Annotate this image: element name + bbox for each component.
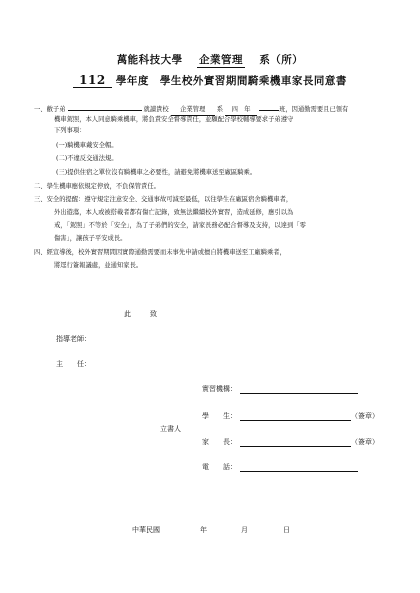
sub-item-1: (一)騎機車戴安全帽。 — [56, 142, 118, 149]
sub-item-2: (二)不違反交通法規。 — [56, 155, 118, 162]
date-month: 月 — [241, 526, 248, 534]
closing-zhi: 致 — [150, 310, 157, 318]
item-3-line-4: 傷害」，讓孩子平安成長。 — [54, 235, 127, 242]
item-1-text-a: 敝子弟 — [46, 106, 66, 113]
item-1-line-3: 下列事項： — [54, 127, 86, 134]
phone-label: 電 話： — [202, 463, 237, 471]
parent-seal-label: （簽章） — [351, 438, 379, 446]
department-name: 企業管理 — [199, 54, 243, 66]
student-seal-label: （簽章） — [351, 412, 379, 420]
item-4-line-2: 將逕行簽報議處，並通知家長。 — [54, 262, 143, 269]
date-year: 年 — [200, 526, 207, 534]
academic-year: 112 — [73, 73, 112, 88]
closing-ci: 此 — [124, 310, 131, 318]
department-suffix: 系（所） — [259, 54, 304, 66]
parent-label: 家 長： — [202, 438, 237, 446]
sub-item-3: (三)提供住宿之單位沒有騎機車之必要性，請避免將機車送至廠區騎乘。 — [56, 169, 257, 176]
item-1-grade: 四 年 — [225, 104, 257, 116]
item-3-line-1: 三、安全的提醒：遵守規定注意安全、交通事故可減至最低，以往學生在廠區宿舍騎機車者， — [34, 196, 293, 203]
form-title — [0, 73, 420, 88]
school-header — [0, 52, 420, 68]
item-1-text-b: 就讀貴校 — [143, 106, 169, 113]
class-blank[interactable] — [259, 103, 279, 111]
signer-label: 立書人 — [160, 425, 181, 433]
student-signature-line[interactable] — [240, 420, 351, 421]
item-1-text-c: 系 — [216, 106, 224, 113]
item-3-line-2: 外出遊蕩，本人或被搭載者都有傷亡記錄，致無法繼續校外實習，造成延修，應引以為 — [54, 209, 294, 216]
item-4-line-1: 四、經宣導後，校外實習期間因實際通勤需要而未事先申請或擅自將機車送至工廠騎乘者， — [34, 249, 286, 256]
student-label: 學 生： — [202, 412, 237, 420]
institution-line[interactable] — [240, 393, 358, 394]
date-day: 日 — [283, 526, 290, 534]
item-3-line-3: 戒，「駕照」不等於「安全」，為了子弟們的安全，請家長務必配合督導及支持，以達到「零 — [54, 222, 306, 229]
item-1-department: 企業管理 — [171, 104, 215, 116]
phone-line[interactable] — [240, 471, 358, 472]
item-2: 二、學生機車應依規定停放，不負保管責任。 — [34, 183, 160, 190]
school-name: 萬能科技大學 — [116, 54, 183, 66]
parent-signature-line[interactable] — [240, 446, 351, 447]
student-name-blank[interactable] — [68, 103, 142, 111]
advisor-label: 指導老師： — [56, 335, 91, 343]
form-title-text: 學年度 學生校外實習期間騎乘機車家長同意書 — [115, 75, 347, 87]
director-label: 主 任： — [56, 360, 91, 368]
item-1-text-d: 班，因通勤需要且已領有 — [279, 106, 349, 113]
item-1-line-2: 機車駕照，本人同意騎乘機車，將負責安全督導責任，並願配合學校輔導要求子弟遵守 — [54, 116, 294, 123]
date-roc: 中華民國 — [132, 526, 160, 534]
institution-label: 實習機構： — [202, 385, 237, 393]
item-1-number: 一、 — [34, 106, 47, 113]
